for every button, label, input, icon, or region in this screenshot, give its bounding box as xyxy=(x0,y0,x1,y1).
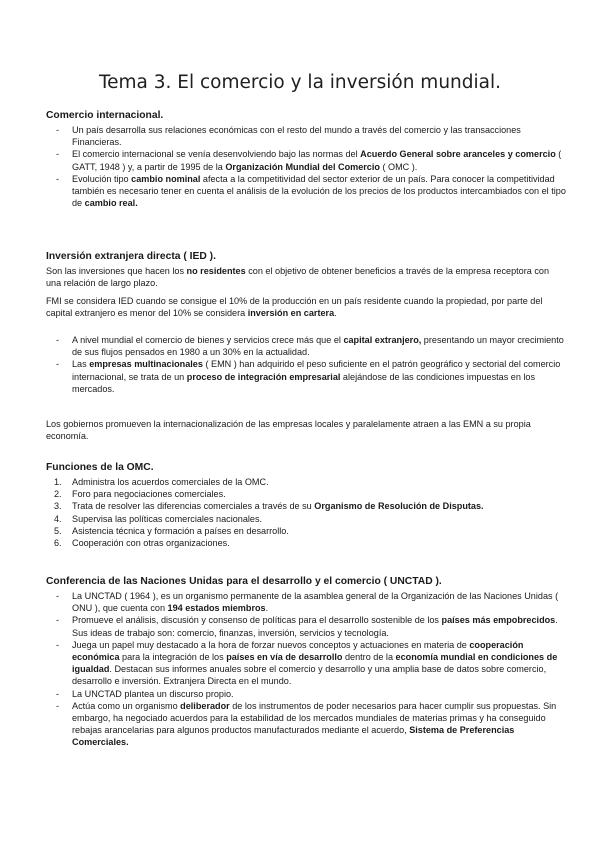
text-run: Son las inversiones que hacen los xyxy=(46,266,187,276)
list-number: 6. xyxy=(54,538,62,549)
list-item xyxy=(46,500,566,512)
list-comercio-internacional xyxy=(46,124,566,209)
list-item xyxy=(46,124,566,148)
list-bullet: - xyxy=(56,615,60,626)
text-run: La UNCTAD ( 1964 ), es un organismo permanente de la asamblea general de la Organización de las Naciones Unidas ( ONU ), que cuenta con xyxy=(72,591,559,614)
text-run: presentando un mayor crecimiento de sus flujos pensados en 1980 a un 30% en la actualidad. xyxy=(72,335,564,358)
bold-term: economía mundial en condiciones de igualdad xyxy=(72,652,558,675)
text-run: ( GATT, 1948 ) y, a partir de 1995 de la xyxy=(72,149,562,172)
bold-term: Sistema de Preferencias Comerciales. xyxy=(72,725,515,748)
bold-term: países más empobrecidos xyxy=(441,615,556,626)
list-bullet: - xyxy=(56,639,60,650)
list-item xyxy=(46,476,566,488)
text-run: . Sus ideas de trabajo son: comercio, finanzas, inversión, servicios y tecnología. xyxy=(72,615,558,638)
text-run: . xyxy=(334,308,337,319)
list-bullet: - xyxy=(56,149,60,160)
bold-term: Acuerdo General sobre aranceles y comercio xyxy=(360,149,556,160)
text-run: Evolución tipo xyxy=(72,173,132,184)
list-bullet: - xyxy=(56,125,60,135)
list-item xyxy=(46,334,566,358)
bold-term: cooperación económica xyxy=(72,639,524,663)
text-run: . xyxy=(265,603,269,614)
paragraph-no-residentes xyxy=(46,265,566,289)
bold-term: no residentes xyxy=(186,266,246,276)
text-run: alejándose de las condiciones impuestas en los mercados. xyxy=(72,371,536,394)
text-run: Las xyxy=(72,359,90,370)
heading-comercio-internacional: Comercio internacional. xyxy=(46,110,164,121)
page-title: Tema 3. El comercio y la inversión mundial. xyxy=(98,72,502,93)
list-item xyxy=(46,513,566,525)
bold-term: inversión en cartera xyxy=(247,308,335,319)
text-run: Trata de resolver las diferencias comerciales a través de su xyxy=(72,501,315,512)
bold-term: empresas multinacionales xyxy=(89,359,203,370)
text-run: Los gobiernos promueven la internacionalización de las empresas locales y paralelamente atraen a las EMN a su propia economía. xyxy=(46,419,531,442)
heading-inversion-extranjera: Inversión extranjera directa ( IED ). xyxy=(46,251,216,262)
list-bullet: - xyxy=(56,700,60,711)
bold-term: cambio real. xyxy=(84,198,138,209)
list-item xyxy=(46,590,566,614)
list-number: 3. xyxy=(54,501,62,512)
text-run: Asistencia técnica y formación a países en desarrollo. xyxy=(72,525,289,536)
paragraph-gobiernos xyxy=(46,418,566,442)
text-run: con el objetivo de obtener beneficios a través de la empresa receptora con una relación de largo plazo. xyxy=(46,266,549,289)
list-item xyxy=(46,173,566,210)
list-item xyxy=(46,688,566,700)
text-run: . Destacan sus informes anuales sobre el comercio y desarrollo y una amplia base de datos sobre comercio, desarrollo e inversión. Extranjera Directa en el mundo. xyxy=(72,664,547,687)
list-item xyxy=(46,358,566,395)
list-inversion-extranjera xyxy=(46,334,566,395)
list-item xyxy=(46,700,566,749)
list-unctad xyxy=(46,590,566,749)
text-run: Juega un papel muy destacado a la hora de forzar nuevos conceptos y actuaciones en materia de xyxy=(72,639,470,650)
bold-term: países en vía de desarrollo xyxy=(226,652,343,663)
heading-funciones-omc: Funciones de la OMC. xyxy=(46,462,154,473)
list-bullet: - xyxy=(56,359,60,370)
paragraph-fmi xyxy=(46,295,566,319)
text-run: afecta a la competitividad del sector exterior de un país. Para conocer la competitividad también es necesario tener en cuenta el análisis de la evolución de los precios de los productos intercambiados con el tipo de xyxy=(72,173,566,209)
list-bullet: - xyxy=(56,173,60,184)
list-item xyxy=(46,614,566,638)
text-run: ( EMN ) han adquirido el peso suficiente en el patrón geográfico y sectorial del comercio internacional, se trata de un xyxy=(72,359,561,382)
text-run: El comercio internacional se venía desenvolviendo bajo las normas del xyxy=(72,149,361,160)
list-number: 5. xyxy=(54,525,62,536)
bold-term: proceso de integración empresarial xyxy=(186,371,341,382)
text-run: ( OMC ). xyxy=(379,161,418,172)
text-run: Foro para negociaciones comerciales. xyxy=(72,489,226,500)
list-item xyxy=(46,639,566,688)
text-run: A nivel mundial el comercio de bienes y servicios crece más que el xyxy=(72,335,344,345)
bold-term: Organismo de Resolución de Disputas. xyxy=(314,501,484,512)
text-run: Supervisa las políticas comerciales nacionales. xyxy=(72,513,263,524)
list-bullet: - xyxy=(56,688,60,699)
text-run: Administra los acuerdos comerciales de la OMC. xyxy=(72,477,269,487)
text-run: Cooperación con otras organizaciones. xyxy=(72,538,230,549)
list-item xyxy=(46,537,566,549)
list-number: 2. xyxy=(54,489,62,500)
bold-term: capital extranjero, xyxy=(343,335,422,345)
list-item xyxy=(46,148,566,172)
text-run: de los instrumentos de poder necesarios para hacer cumplir sus propuestas. Sin embargo, ha negociado acuerdos para la estabilidad de los mercados mundiales de materias primas y ha conseguido rebajas arancelarias para algunos productos manufacturados mediante el acuerdo, xyxy=(72,700,557,736)
heading-unctad: Conferencia de las Naciones Unidas para el desarrollo y el comercio ( UNCTAD ). xyxy=(46,576,442,587)
list-number: 1. xyxy=(54,477,62,487)
bold-term: 194 estados miembros xyxy=(167,603,266,614)
text-run: dentro de la xyxy=(342,652,396,663)
list-number: 4. xyxy=(54,513,62,524)
list-funciones-omc xyxy=(46,476,566,549)
text-run: para la integración de los xyxy=(119,652,227,663)
text-run: FMI se considera IED cuando se consigue el 10% de la producción en un país residente cuando la propiedad, por parte del capital extranjero es menor del 10% se considera xyxy=(46,296,543,319)
bold-term: cambio nominal xyxy=(131,173,201,184)
text-run: Un país desarrolla sus relaciones económicas con el resto del mundo a través del comercio y las transacciones Financieras. xyxy=(72,125,521,148)
text-run: Promueve el análisis, discusión y consenso de políticas para el desarrollo sostenible de los xyxy=(72,615,442,626)
bold-term: deliberador xyxy=(180,700,230,711)
text-run: La UNCTAD plantea un discurso propio. xyxy=(72,688,234,699)
list-bullet: - xyxy=(56,591,60,601)
list-item xyxy=(46,488,566,500)
text-run: Actúa como un organismo xyxy=(72,700,181,711)
bold-term: Organización Mundial del Comercio xyxy=(225,161,380,172)
list-item xyxy=(46,525,566,537)
list-bullet: - xyxy=(56,335,60,345)
